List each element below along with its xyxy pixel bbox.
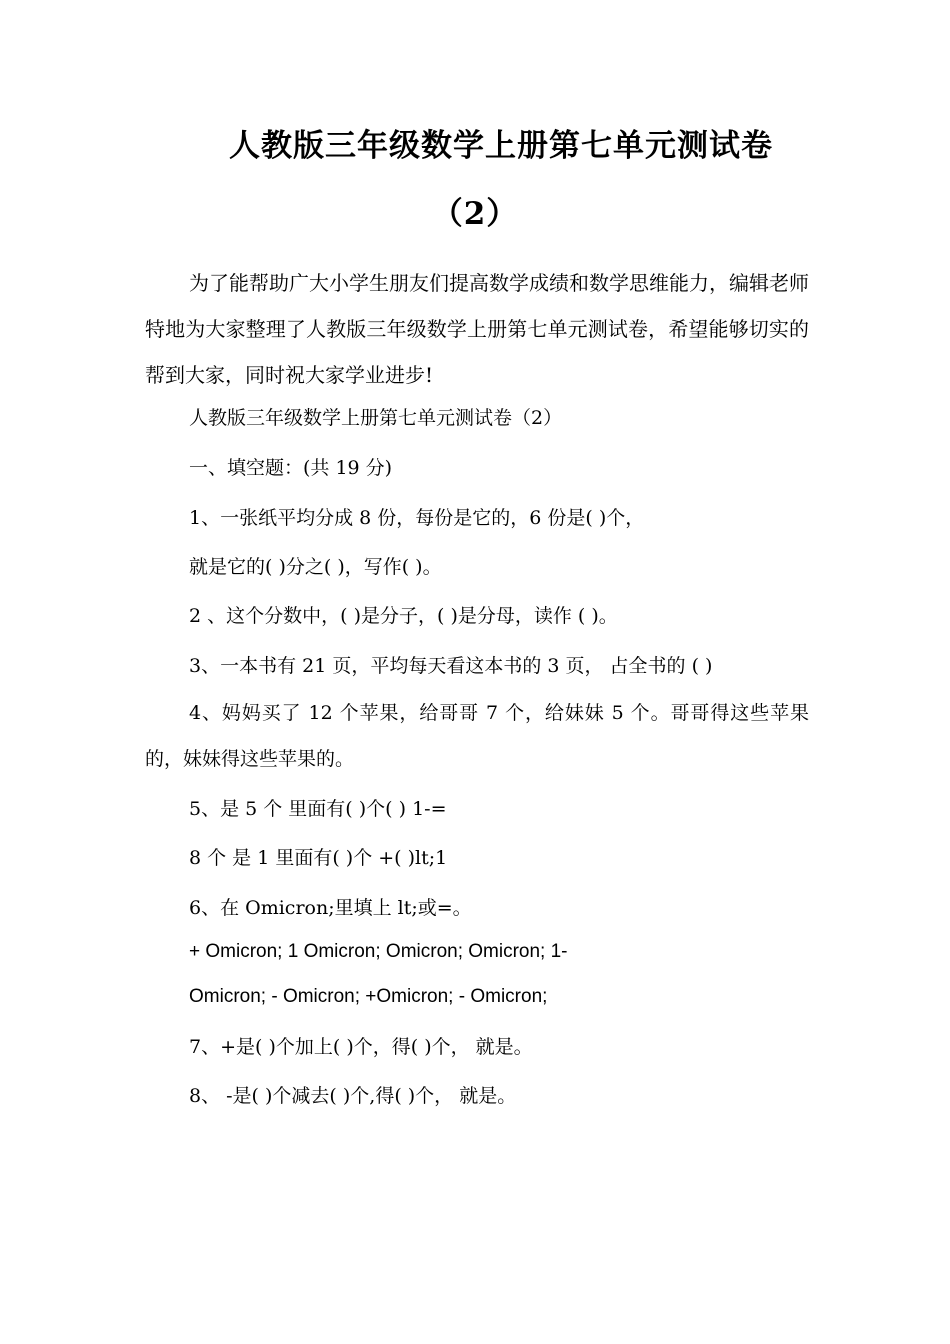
question-2: 2 、这个分数中，( )是分子，( )是分母，读作 ( )。 (189, 605, 618, 627)
question-6-line-2: + Omicron; 1 Omicron; Omicron; Omicron; 1- (189, 941, 568, 962)
document-title-number: （2） (431, 196, 519, 232)
question-4: 4、妈妈买了 12 个苹果，给哥哥 7 个，给妹妹 5 个。哥哥得这些苹果的，妹妹得这些苹果的。 (145, 702, 809, 770)
question-3: 3、一本书有 21 页，平均每天看这本书的 3 页， 占全书的 ( ) (189, 655, 713, 677)
test-subtitle: 人教版三年级数学上册第七单元测试卷（2） (189, 407, 563, 429)
intro-paragraph: 为了能帮助广大小学生朋友们提高数学成绩和数学思维能力，编辑老师特地为大家整理了人教版三年级数学上册第七单元测试卷，希望能够切实的帮到大家，同时祝大家学业进步! (145, 271, 809, 387)
question-5-line-1: 5、是 5 个 里面有( )个( ) 1-= (189, 798, 447, 820)
section-heading-fill-in: 一、填空题：(共 19 分) (189, 457, 393, 479)
question-7: 7、+是( )个加上( )个，得( )个， 就是。 (189, 1036, 533, 1058)
question-5-line-2: 8 个 是 1 里面有( )个 +( )lt;1 (189, 847, 448, 869)
document-title: 人教版三年级数学上册第七单元测试卷 (229, 128, 773, 164)
question-1-line-2: 就是它的( )分之( )，写作( )。 (189, 556, 442, 578)
question-6-line-3: Omicron; - Omicron; +Omicron; - Omicron; (189, 986, 548, 1007)
question-1-line-1: 1、一张纸平均分成 8 份，每份是它的，6 份是( )个， (189, 507, 645, 529)
question-6-line-1: 6、在 Omicron;里填上 lt;或=。 (189, 897, 472, 919)
question-8: 8、 -是( )个减去( )个,得( )个， 就是。 (189, 1085, 517, 1107)
